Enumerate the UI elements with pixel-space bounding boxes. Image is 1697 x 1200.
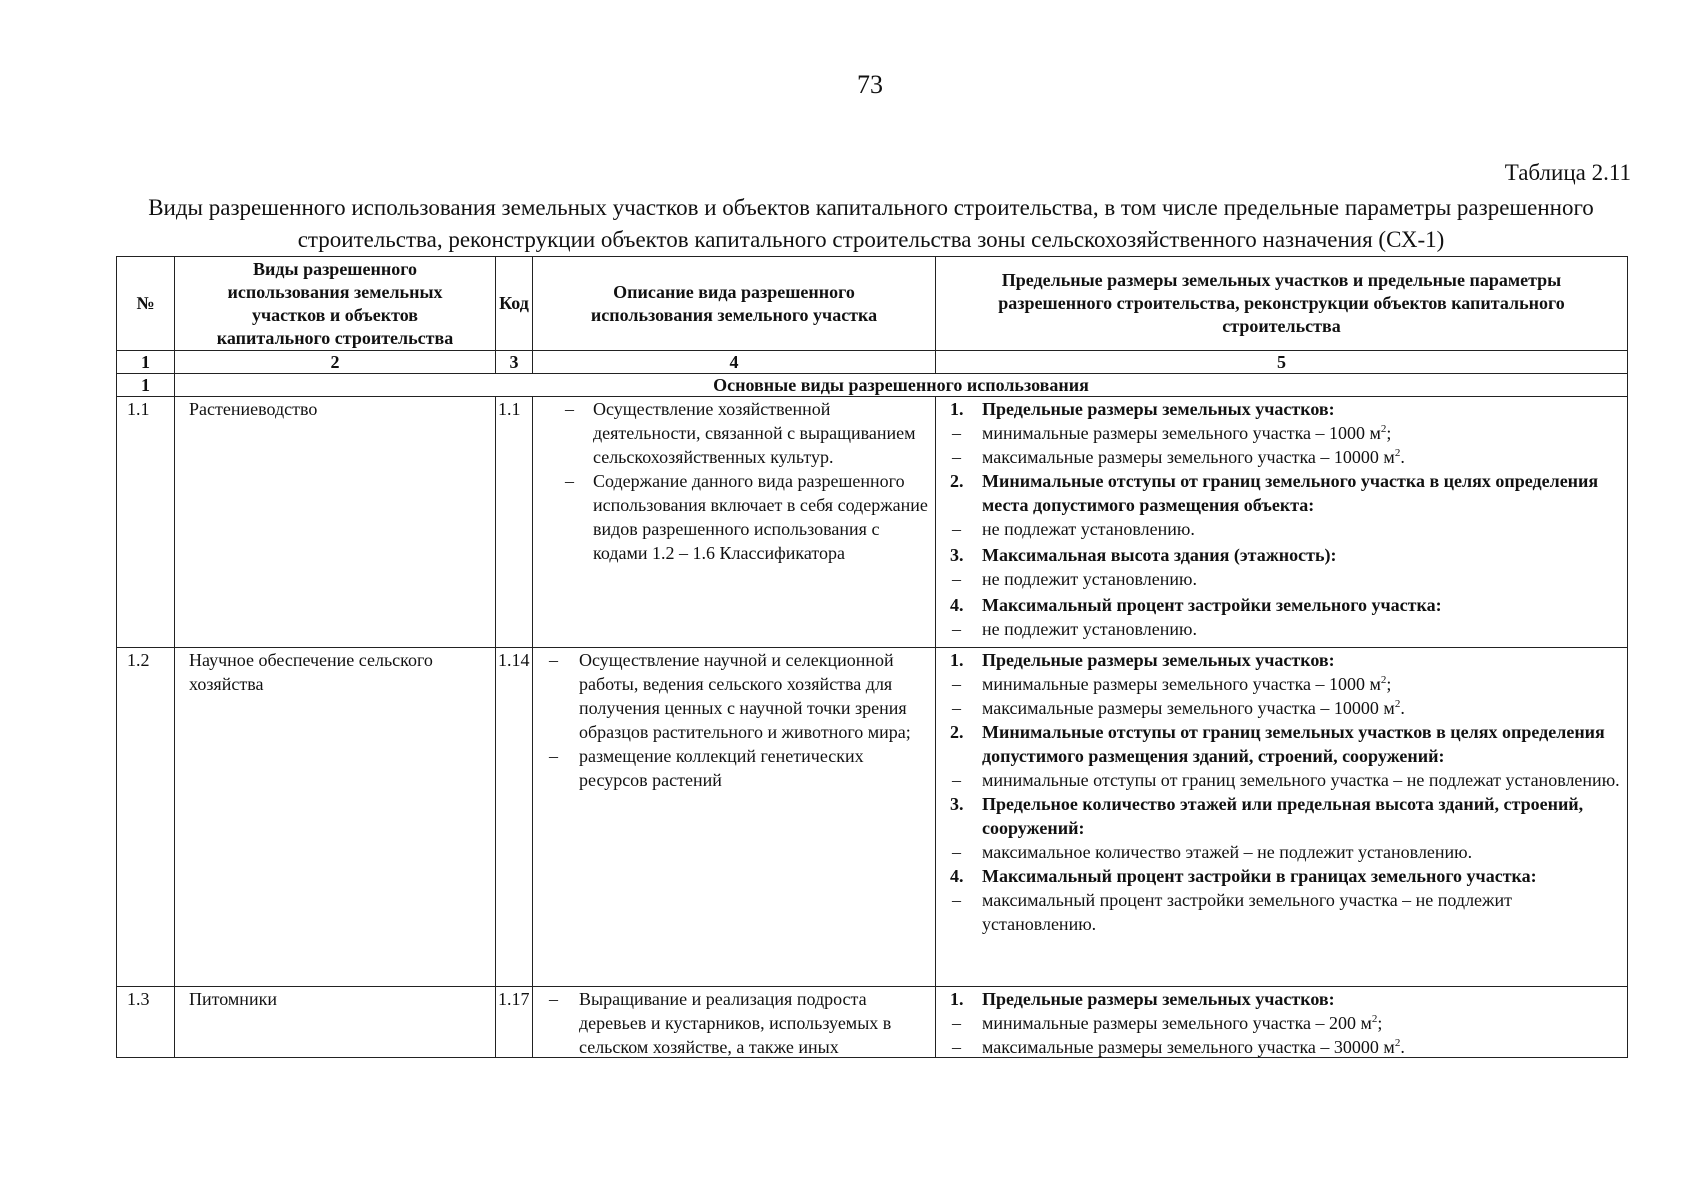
header-params: Предельные размеры земельных участков и предельные параметры разрешенного строительства, реконструкции объектов капитального строительства [936,257,1628,351]
param-block [940,864,1623,936]
row-num: 1.3 [117,987,175,1058]
param-heading: 2. Минимальные отступы от границ земельного участка в целях определения места допустимого размещения объекта: [950,471,1599,515]
row-name: Растениеводство [175,397,496,648]
list-item: – Осуществление научной и селекционной работы, ведения сельского хозяйства для получения ценных с научной точки зрения образцов растительного и животного мира; [537,648,933,744]
list-item: – Выращивание и реализация подроста деревьев и кустарников, используемых в сельском хозяйстве, а также иных [537,987,933,1057]
param-block [940,469,1623,541]
param-heading: 2. Минимальные отступы от границ земельных участков в целях определения допустимого размещения зданий, строений, сооружений: [950,722,1605,766]
header-row [117,257,1628,351]
param-item: – максимальные размеры земельного участка – 10000 $м^2$. [940,696,1623,720]
desc-list [537,397,933,565]
param-block [940,792,1623,864]
col-number: 4 [533,351,936,374]
page-number: 73 [857,70,883,99]
section-row [117,374,1628,397]
table-row [117,648,1628,987]
desc-list [537,648,933,792]
regulations-table [116,256,1628,1058]
param-heading: 4. Максимальный процент застройки в границах земельного участка: [950,866,1537,886]
column-number-row [117,351,1628,374]
desc-list [537,987,933,1057]
param-item: – не подлежат установлению. [940,517,1623,541]
param-block [940,543,1623,591]
row-desc [533,648,936,987]
header-num: № [117,257,175,351]
row-params [936,987,1628,1058]
table-label: Таблица 2.11 [1504,160,1631,185]
header-code: Код [496,257,533,351]
param-heading: 3. Максимальная высота здания (этажность): [950,545,1337,565]
row-params [936,397,1628,648]
param-block [940,987,1623,1057]
header-name: Виды разрешенного использования земельных участков и объектов капитального строительства [175,257,496,351]
param-heading: 1. Предельные размеры земельных участков: [950,650,1335,670]
param-item: – максимальный процент застройки земельного участка – не подлежит установлению. [940,888,1623,936]
row-code: 1.17 [496,987,533,1058]
list-item: – Осуществление хозяйственной деятельности, связанной с выращиванием сельскохозяйственных культур. [537,397,933,469]
param-item: – максимальные размеры земельного участка – 30000 $м^2$. [940,1035,1623,1057]
param-item: – минимальные размеры земельного участка – 1000 $м^2$; [940,421,1623,445]
col-number: 2 [175,351,496,374]
row-name: Питомники [175,987,496,1058]
param-heading: 1. Предельные размеры земельных участков: [950,989,1335,1009]
row-num: 1.2 [117,648,175,987]
list-item: – Содержание данного вида разрешенного использования включает в себя содержание видов разрешенного использования с кодами 1.2 – 1.6 Классификатора [537,469,933,565]
row-code: 1.14 [496,648,533,987]
table-row [117,397,1628,648]
table-caption: Виды разрешенного использования земельных участков и объектов капитального строительства, в том числе предельные параметры разрешенного строительства, реконструкции объектов капитального строительства зоны сельскохозяйственного назначения (СХ-1) [148,195,1594,252]
list-item: – размещение коллекций генетических ресурсов растений [537,744,933,792]
col-number: 3 [496,351,533,374]
param-item: – максимальные размеры земельного участка – 10000 $м^2$. [940,445,1623,469]
row-desc [533,397,936,648]
param-heading: 3. Предельное количество этажей или предельная высота зданий, строений, сооружений: [950,794,1584,838]
param-block [940,648,1623,720]
row-code: 1.1 [496,397,533,648]
param-item: – минимальные размеры земельного участка – 200 $м^2$; [940,1011,1623,1035]
param-item: – минимальные отступы от границ земельного участка – не подлежат установлению. [940,768,1623,792]
param-heading: 4. Максимальный процент застройки земельного участка: [950,595,1442,615]
col-number: 1 [117,351,175,374]
param-block [940,720,1623,792]
row-name: Научное обеспечение сельского хозяйства [175,648,496,987]
section-num: 1 [117,374,175,397]
param-item: – минимальные размеры земельного участка – 1000 $м^2$; [940,672,1623,696]
param-block [940,593,1623,641]
col-number: 5 [936,351,1628,374]
row-desc [533,987,936,1058]
param-item: – не подлежит установлению. [940,567,1623,591]
param-item: – не подлежит установлению. [940,617,1623,641]
section-title: Основные виды разрешенного использования [175,374,1628,397]
row-params [936,648,1628,987]
row-num: 1.1 [117,397,175,648]
param-item: – максимальное количество этажей – не подлежит установлению. [940,840,1623,864]
param-block [940,397,1623,469]
header-desc: Описание вида разрешенного использования земельного участка [533,257,936,351]
table-row [117,987,1628,1058]
param-heading: 1. Предельные размеры земельных участков: [950,399,1335,419]
